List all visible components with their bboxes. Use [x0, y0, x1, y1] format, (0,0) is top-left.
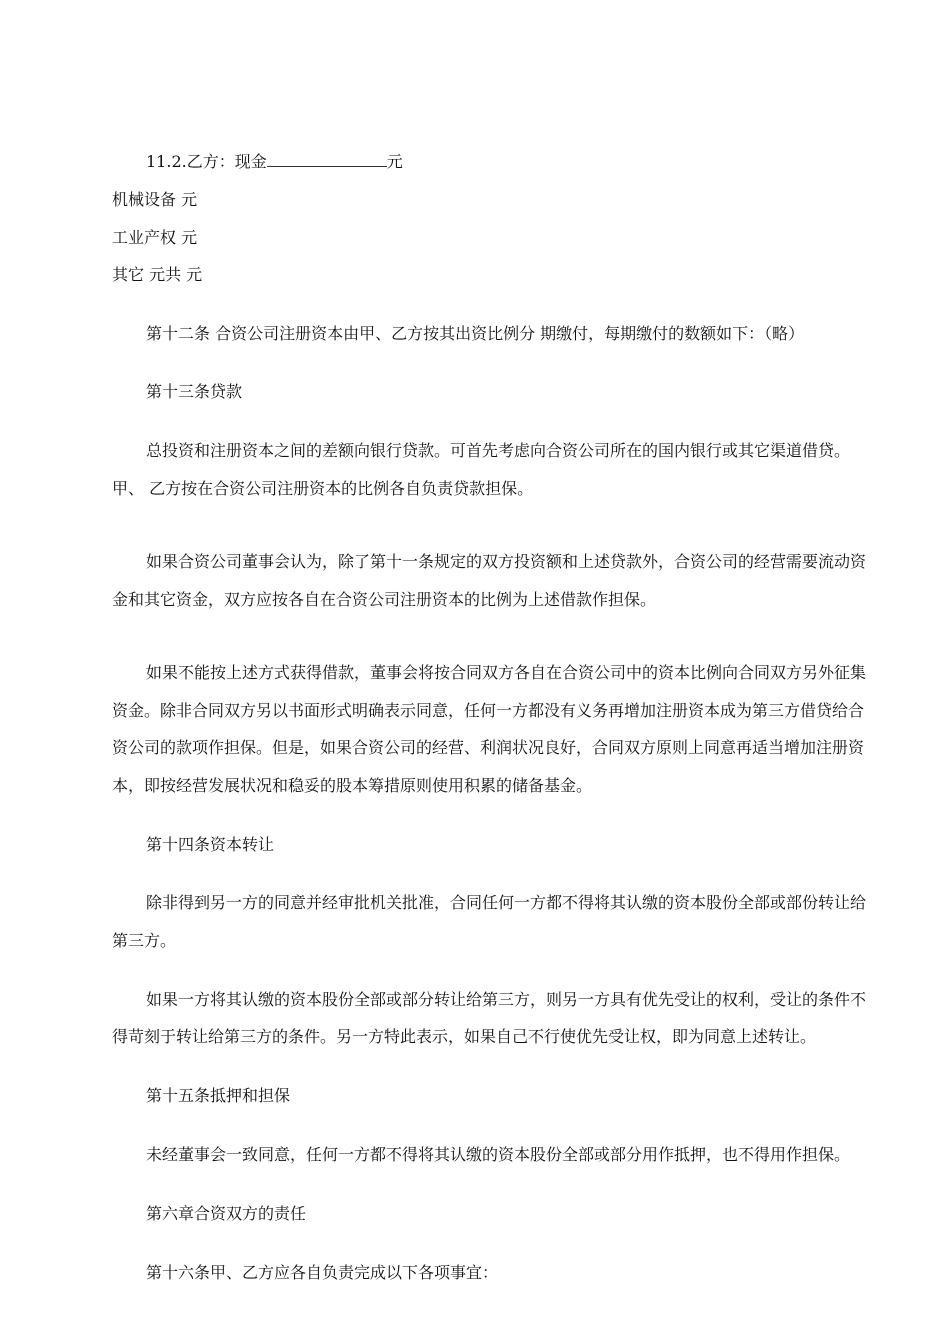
article-13-p1-line2: 甲、 乙方按在合资公司注册资本的比例各自负责贷款担保。	[112, 479, 534, 498]
article-13-p3-line2: 资金。除非合同双方另以书面形式明确表示同意，任何一方都没有义务再增加注册资本成为第三方借贷给合	[112, 701, 865, 720]
article-15-p1: 未经董事会一致同意，任何一方都不得将其认缴的资本股份全部或部分用作抵押，也不得用作担保。	[146, 1145, 851, 1164]
article-14-p2-line1: 如果一方将其认缴的资本股份全部或部分转让给第三方，则另一方具有优先受让的权利，受让的条件不	[146, 990, 867, 1009]
article-13-title: 第十三条贷款	[146, 382, 243, 401]
article-12: 第十二条 合资公司注册资本由甲、乙方按其出资比例分 期缴付，每期缴付的数额如下：（略）	[146, 324, 805, 343]
chapter-6-title: 第六章合资双方的责任	[146, 1204, 307, 1223]
machinery-line: 机械设备 元	[112, 190, 198, 209]
article-14-p1-line1: 除非得到另一方的同意并经审批机关批准，合同任何一方都不得将其认缴的资本股份全部或部份转让给	[146, 893, 867, 912]
clause-11-2-prefix: 11.2.乙方：现金	[146, 152, 267, 171]
article-13-p3-line4: 本，即按经营发展状况和稳妥的股本筹措原则使用积累的储备基金。	[112, 776, 593, 795]
clause-11-2-suffix: 元	[386, 152, 403, 171]
industrial-property-line: 工业产权 元	[112, 228, 198, 247]
cash-amount-blank	[267, 152, 387, 167]
article-13-p3-line1: 如果不能按上述方式获得借款，董事会将按合同双方各自在合资公司中的资本比例向合同双方另外征集	[146, 663, 867, 682]
article-13-p1-line1: 总投资和注册资本之间的差额向银行贷款。可首先考虑向合资公司所在的国内银行或其它渠道借贷。	[146, 441, 851, 460]
article-13-p2-line2: 金和其它资金，双方应按各自在合资公司注册资本的比例为上述借款作担保。	[112, 590, 657, 609]
article-14-p1-line2: 第三方。	[112, 931, 177, 950]
article-13-p2-line1: 如果合资公司董事会认为，除了第十一条规定的双方投资额和上述贷款外，合资公司的经营需要流动资	[146, 552, 867, 571]
article-14-title: 第十四条资本转让	[146, 835, 275, 854]
article-16-title: 第十六条甲、乙方应各自负责完成以下各项事宜：	[146, 1263, 499, 1282]
article-13-p3-line3: 资公司的款项作担保。但是，如果合资公司的经营、利润状况良好，合同双方原则上同意再适当增加注册资	[112, 738, 865, 757]
other-total-line: 其它 元共 元	[112, 265, 203, 284]
clause-11-2	[146, 152, 914, 172]
article-14-p2-line2: 得苛刻于转让给第三方的条件。另一方特此表示，如果自己不行使优先受让权，即为同意上述转让。	[112, 1027, 817, 1046]
article-15-title: 第十五条抵押和担保	[146, 1086, 291, 1105]
